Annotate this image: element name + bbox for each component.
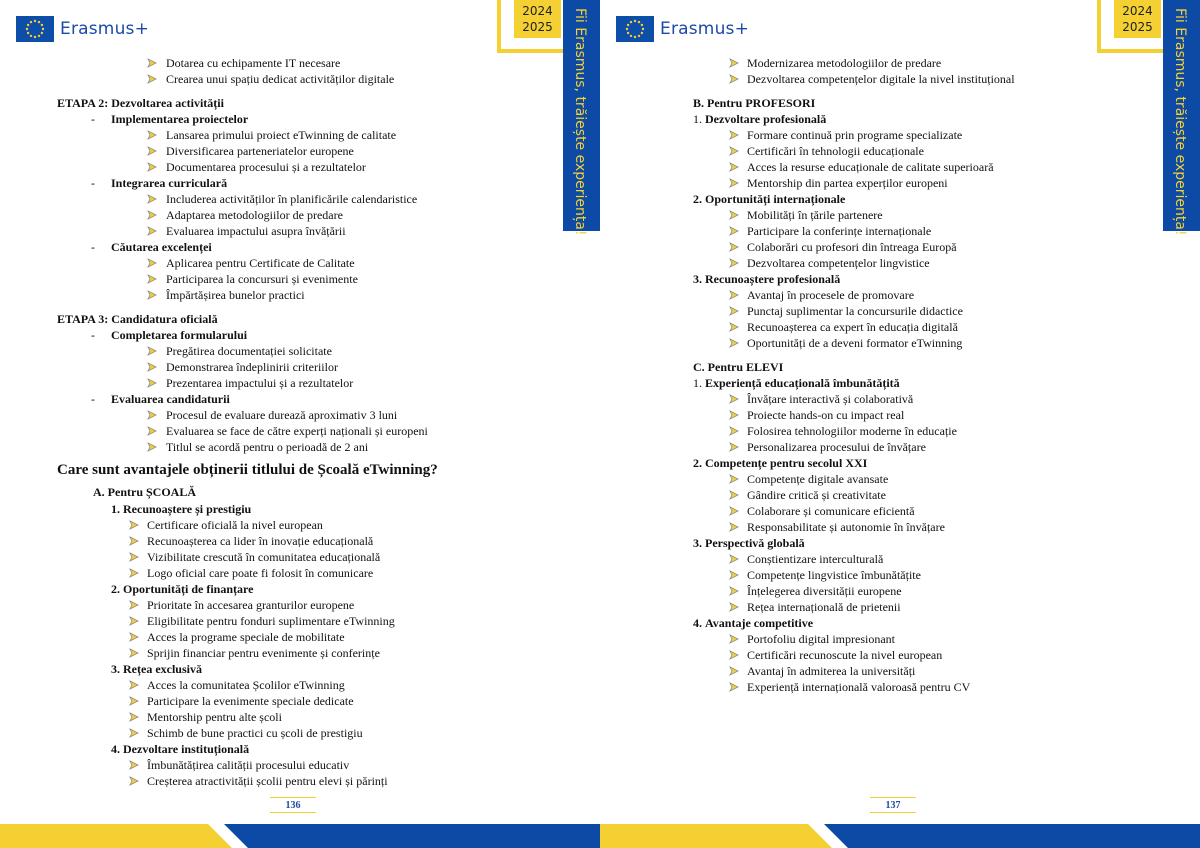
bullet-arrow-icon [129, 536, 139, 546]
bullet-arrow-icon [129, 728, 139, 738]
list-item: Mentorship pentru alte școli [0, 709, 560, 725]
list-item: Dotarea cu echipamente IT necesare [0, 55, 560, 71]
group-heading: - Căutarea excelenței [91, 240, 212, 254]
bullet-arrow-icon [147, 58, 157, 68]
list-item: Acces la comunitatea Școlilor eTwinning [0, 677, 560, 693]
bullet-arrow-icon [147, 130, 157, 140]
list-item: Sprijin financiar pentru evenimente și conferințe [0, 645, 560, 661]
bullet-arrow-icon [729, 258, 739, 268]
bullet-arrow-icon [729, 682, 739, 692]
footer-band [600, 824, 1200, 848]
list-item: Eligibilitate pentru fonduri suplimentare eTwinning [0, 613, 560, 629]
bullet-arrow-icon [729, 442, 739, 452]
erasmus-logo [616, 16, 749, 42]
bullet-arrow-icon [729, 394, 739, 404]
advantages-question-heading: Care sunt avantajele obținerii titlului de Școală eTwinning? [57, 462, 438, 478]
list-item: Acces la programe speciale de mobilitate [0, 629, 560, 645]
bullet-arrow-icon [147, 258, 157, 268]
group-heading: - Implementarea proiectelor [91, 112, 249, 126]
list-item: Pregătirea documentației solicitate [0, 343, 560, 359]
list-item: Aplicarea pentru Certificate de Calitate [0, 255, 560, 271]
numbered-heading: 2. Oportunități de finanțare [111, 582, 254, 596]
list-item: Prezentarea impactului și a rezultatelor [0, 375, 560, 391]
list-item: Evaluarea impactului asupra învățării [0, 223, 560, 239]
bullet-arrow-icon [129, 520, 139, 530]
right-content [600, 55, 1160, 695]
list-item: Dezvoltarea competențelor digitale la nivel instituțional [600, 71, 1160, 87]
numbered-heading: 3. Perspectivă globală [693, 536, 805, 550]
list-item: Acces la resurse educaționale de calitate superioară [600, 159, 1160, 175]
bullet-arrow-icon [729, 74, 739, 84]
bullet-arrow-icon [729, 210, 739, 220]
list-item: Crearea unui spațiu dedicat activităților digitale [0, 71, 560, 87]
list-item: Recunoașterea ca lider în inovație educațională [0, 533, 560, 549]
list-item: Mobilități în țările partenere [600, 207, 1160, 223]
list-item: Gândire critică și creativitate [600, 487, 1160, 503]
bullet-arrow-icon [729, 490, 739, 500]
list-item: Participare la conferințe internaționale [600, 223, 1160, 239]
group-heading: - Evaluarea candidaturii [91, 392, 230, 406]
bullet-arrow-icon [729, 474, 739, 484]
list-item: Recunoașterea ca expert în educația digitală [600, 319, 1160, 335]
list-item: Includerea activităților în planificările calendaristice [0, 191, 560, 207]
bullet-arrow-icon [147, 290, 157, 300]
bullet-arrow-icon [129, 760, 139, 770]
bullet-arrow-icon [729, 410, 739, 420]
page-number: 136 [270, 797, 316, 813]
list-item: Titlul se acordă pentru o perioadă de 2 ani [0, 439, 560, 455]
slogan-banner [563, 0, 600, 236]
bullet-arrow-icon [129, 776, 139, 786]
bullet-arrow-icon [729, 554, 739, 564]
section-heading: B. Pentru PROFESORI [693, 96, 816, 110]
bullet-arrow-icon [729, 522, 739, 532]
list-item: Diversificarea parteneriatelor europene [0, 143, 560, 159]
bullet-arrow-icon [147, 226, 157, 236]
bullet-arrow-icon [147, 210, 157, 220]
bullet-arrow-icon [147, 362, 157, 372]
bullet-arrow-icon [129, 696, 139, 706]
slogan-text: Fii Erasmus, trăiește experiența! [572, 8, 588, 236]
bullet-arrow-icon [729, 162, 739, 172]
list-item: Îmbunătățirea calității procesului educativ [0, 757, 560, 773]
list-item: Prioritate în accesarea granturilor europene [0, 597, 560, 613]
list-item: Colaborare și comunicare eficientă [600, 503, 1160, 519]
list-item: Punctaj suplimentar la concursurile didactice [600, 303, 1160, 319]
year-bottom: 2025 [1122, 20, 1153, 34]
eu-flag-icon [616, 16, 654, 42]
bullet-arrow-icon [147, 346, 157, 356]
bullet-arrow-icon [129, 552, 139, 562]
bullet-arrow-icon [729, 146, 739, 156]
numbered-heading: 2. Competențe pentru secolul XXI [693, 456, 868, 470]
list-item: Evaluarea se face de către experți naționali și europeni [0, 423, 560, 439]
list-item: Înțelegerea diversității europene [600, 583, 1160, 599]
bullet-arrow-icon [129, 600, 139, 610]
bullet-arrow-icon [729, 306, 739, 316]
list-item: Mentorship din partea experților europeni [600, 175, 1160, 191]
list-item: Dezvoltarea competențelor lingvistice [600, 255, 1160, 271]
bullet-arrow-icon [729, 322, 739, 332]
list-item: Demonstrarea îndeplinirii criteriilor [0, 359, 560, 375]
group-heading: - Completarea formularului [91, 328, 248, 342]
year-bottom: 2025 [522, 20, 553, 34]
year-top: 2024 [1122, 4, 1153, 18]
numbered-heading: 2. Oportunități internaționale [693, 192, 846, 206]
stage-heading: ETAPA 3: Candidatura oficială [57, 312, 218, 326]
bullet-arrow-icon [147, 426, 157, 436]
list-item: Logo oficial care poate fi folosit în comunicare [0, 565, 560, 581]
list-item: Portofoliu digital impresionant [600, 631, 1160, 647]
page-number: 137 [870, 797, 916, 813]
list-item: Învățare interactivă și colaborativă [600, 391, 1160, 407]
bullet-arrow-icon [729, 650, 739, 660]
footer-band [0, 824, 600, 848]
list-item: Responsabilitate și autonomie în învățare [600, 519, 1160, 535]
list-item: Certificări în tehnologii educaționale [600, 143, 1160, 159]
bullet-arrow-icon [729, 666, 739, 676]
bullet-arrow-icon [129, 680, 139, 690]
list-item: Participarea la concursuri și evenimente [0, 271, 560, 287]
list-item: Documentarea procesului și a rezultatelor [0, 159, 560, 175]
numbered-heading: 3. Rețea exclusivă [111, 662, 202, 676]
logo-text: Erasmus+ [660, 19, 750, 39]
year-badge [514, 0, 561, 38]
slogan-banner [1163, 0, 1200, 236]
list-item: Experiență internațională valoroasă pentru CV [600, 679, 1160, 695]
bullet-arrow-icon [729, 602, 739, 612]
list-item: Certificări recunoscute la nivel european [600, 647, 1160, 663]
erasmus-logo [16, 16, 149, 42]
section-heading: C. Pentru ELEVI [693, 360, 784, 374]
list-item: Colaborări cu profesori din întreaga Europă [600, 239, 1160, 255]
numbered-heading: 3. Recunoaștere profesională [693, 272, 841, 286]
bullet-arrow-icon [729, 58, 739, 68]
eu-flag-icon [16, 16, 54, 42]
bullet-arrow-icon [729, 290, 739, 300]
list-item: Schimb de bune practici cu școli de prestigiu [0, 725, 560, 741]
numbered-heading: 4. Avantaje competitive [693, 616, 814, 630]
list-item: Participare la evenimente speciale dedicate [0, 693, 560, 709]
bullet-arrow-icon [129, 616, 139, 626]
bullet-arrow-icon [729, 338, 739, 348]
bullet-arrow-icon [147, 162, 157, 172]
list-item: Competențe lingvistice îmbunătățite [600, 567, 1160, 583]
bullet-arrow-icon [147, 274, 157, 284]
list-item: Rețea internațională de prietenii [600, 599, 1160, 615]
bullet-arrow-icon [147, 442, 157, 452]
list-item: Lansarea primului proiect eTwinning de calitate [0, 127, 560, 143]
list-item: Conștientizare interculturală [600, 551, 1160, 567]
list-item: Creșterea atractivității școlii pentru elevi și părinți [0, 773, 560, 789]
bullet-arrow-icon [147, 146, 157, 156]
list-item: Personalizarea procesului de învățare [600, 439, 1160, 455]
bullet-arrow-icon [147, 74, 157, 84]
bullet-arrow-icon [129, 712, 139, 722]
bullet-arrow-icon [129, 648, 139, 658]
stage-heading: ETAPA 2: Dezvoltarea activității [57, 96, 224, 110]
group-heading: - Integrarea curriculară [91, 176, 228, 190]
bullet-arrow-icon [729, 570, 739, 580]
year-badge [1114, 0, 1161, 38]
numbered-heading: 1. Dezvoltare profesională [693, 112, 827, 126]
list-item: Folosirea tehnologiilor moderne în educație [600, 423, 1160, 439]
bullet-arrow-icon [729, 426, 739, 436]
slogan-text: Fii Erasmus, trăiește experiența! [1172, 8, 1188, 236]
list-item: Formare continuă prin programe specializate [600, 127, 1160, 143]
numbered-heading: 1. Recunoaștere și prestigiu [111, 502, 252, 516]
list-item: Competențe digitale avansate [600, 471, 1160, 487]
list-item: Avantaj în procesele de promovare [600, 287, 1160, 303]
right-page [600, 0, 1200, 848]
logo-text: Erasmus+ [60, 19, 150, 39]
bullet-arrow-icon [147, 194, 157, 204]
bullet-arrow-icon [129, 632, 139, 642]
numbered-heading: 4. Dezvoltare instituțională [111, 742, 250, 756]
list-item: Adaptarea metodologiilor de predare [0, 207, 560, 223]
list-item: Avantaj în admiterea la universități [600, 663, 1160, 679]
list-item: Împărtășirea bunelor practici [0, 287, 560, 303]
bullet-arrow-icon [147, 378, 157, 388]
bullet-arrow-icon [729, 226, 739, 236]
bullet-arrow-icon [729, 506, 739, 516]
list-item: Oportunități de a deveni formator eTwinning [600, 335, 1160, 351]
list-item: Certificare oficială la nivel european [0, 517, 560, 533]
bullet-arrow-icon [729, 178, 739, 188]
left-content [0, 55, 560, 789]
list-item: Procesul de evaluare durează aproximativ 3 luni [0, 407, 560, 423]
bullet-arrow-icon [729, 130, 739, 140]
bullet-arrow-icon [147, 410, 157, 420]
list-item: Modernizarea metodologiilor de predare [600, 55, 1160, 71]
bullet-arrow-icon [729, 242, 739, 252]
numbered-heading: 1. Experiență educațională îmbunătățită [693, 376, 900, 390]
list-item: Vizibilitate crescută în comunitatea educațională [0, 549, 560, 565]
bullet-arrow-icon [729, 586, 739, 596]
year-top: 2024 [522, 4, 553, 18]
section-heading: A. Pentru ȘCOALĂ [93, 485, 197, 499]
bullet-arrow-icon [129, 568, 139, 578]
bullet-arrow-icon [729, 634, 739, 644]
list-item: Proiecte hands-on cu impact real [600, 407, 1160, 423]
